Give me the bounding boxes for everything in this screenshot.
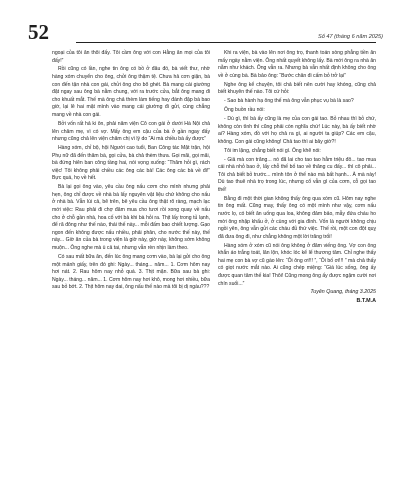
page-number: 52 (28, 20, 49, 44)
paragraph: Bằng đi một thời gian không thấy ông qua xóm cũ. Hôm nay nghe tin ông mất. Cũng may, thấy ông có một mình như vậy, cơm nấu nước lọ, có biết ăn uống qua loa, không đảm bảo, mẫy đứa cháu ho mời ông nhập khẩu ở, ở cùng với gia đình. Vốn là người không chịu ngồi yên, ông vẫn gửi các cháu đủ thứ việc. Thế rồi, một con đột quỵ đã đưa ông đi, như chẳng không một lời trăng trối! (218, 195, 376, 240)
paragraph: - Dù gì, thì bà ấy cũng là mẹ của con gái tao. Bỏ nhau thì bỏ chứ, không còn tình thì cũng phải còn nghĩa chứ! Lúc này, bà ấy biết nhờ ai? Hàng xóm, đồ với họ chả ra gì, ai người ta giúp? Các em cậu, không. Con gái cũng không! Chả tao thì ai bây giờ?! (218, 115, 376, 145)
paragraph: Khi ra viện, bà vào lên nơi ông trọ, thanh toán sòng phẳng tiền ăn mấy ngày nằm viện. Ông nhất quyết không lấy. Bà mới ông ra nhà ăn nằm như khách. Ông vẫn ra. Nhưng bà vẫn nhất định không cho ông về ở cùng bà. Bà bảo ông: “Bước chân đi cấm bỏ trở lại” (218, 50, 376, 79)
paragraph: Hàng xóm ở xóm cũ nói ông không ở đâm viếng ông. Vợ con ông khắn áo trắng toát, lăn lộn, khóc lóc kể lể thương tâm. Chỉ nghe thấy hai mẹ con bà vợ cũ gào lên: “Ôi ông ơi!!! ”, “Ôi bố ơi!!! ” mà chả thấy có giọt nước mắt nào. Ai cũng chép miệng: “Giá lúc sống, ông ấy được quan tâm thế kia! Thôi! Cũng mong ông ấy được ngậm cười nơi chín suối...” (218, 242, 376, 287)
paragraph: Bà lại gọi ông vào, yêu cầu ông nấu cơm cho mình nhưng phải hẹn, ông chỉ được về nhà bà lấy nguyên vật liệu chứ không cho nấu ở nhà bà. Vẫn lúi cả, bê trên, bê yêu cầu ông thật rõ ràng, mạch lạc mới việc: Rau phải đi chợ đâm mua cho tươi rồi xong quay về nấu cho ở chỗ gần nhà, hoa cố với bà khi bà hỏi ra. Thịt lấy trong tủ lạnh, để rã đông như thế nào, thái thế này... mỗi đấm bao chiết lượng. Gạo ngon đến không được nấu nhiều, phải phân, cho nước thế này, thế này... Giờ ăn của bà trong viện là giờ này, giờ này, không sớm không muộn... Ông nghe mà ù cả tai, nhưng vẫn rèn nhịn làm theo. (52, 184, 210, 252)
header-rule (76, 42, 376, 43)
paragraph: Ông buồn rầu nói: (224, 107, 265, 114)
paragraph: - Giả mà con trăng... nó đã lai cho tao tao hằm triệu đô... tao mua cái nhà nhỏ bao ở, lấy chỗ thế bố tao về thăng cu đấy... thì cô phải... Tôi chả biết bỏ trước... mình tôn ở thế nào mà bất hạnh... À mà này! Dù tao thuê nhà trọ trong lúc, nhưng cổ vẫn gì của cơm, cỗ gọi tao thế! (218, 156, 376, 193)
paragraph: ngoại của tôi ăn thôi đấy. Tôi cầm ông với con Hằng ăn mọi của tôi đấy!” (52, 50, 210, 64)
paragraph: Bởi vốn rất hả ki ôn, phải năm viện Cô con gái ở dưới Hà Nội chả lên chăm mẹ, vì có vợ. Mấy ông em cậu của bà ở gần ngay đấy nhưng cũng chả lên viện chăm chị vì lý do “Ai mà chiều bà ấy được” (52, 120, 210, 143)
paragraph: Hàng xóm, chỉ bộ, hội Người cao tuổi, Ban Công tác Mặt trận, hội Phụ nữ đã đến thăm bà, gọi cửa, bà chả thèm thưa. Gọi mãi, gọi mãi, bà đứng hiên ban công tầng hai, nói vọng xuống: “Thăm hỏi gì, rách việc! Tôi không phải chiều các ông các bà! Các ông các bà về đi!” Bực quá, họ về hết. (52, 145, 210, 182)
right-column (218, 50, 376, 306)
place-date-signature: Tuyên Quang, tháng 3.2025 (310, 289, 376, 296)
paragraph: Rồi cũng có lần, nghe tin ông có bồ ở đâu đó, bà viết thư, nhờ hàng xóm chuyển cho ông, chửi ông thậm tệ. Chưa hả cơn giận, bà con đến tận nhà con gái, chửi ông cho bõ ghét. Bà mang cái giường đặt ngay sau ông bà nằm chung, với ra trước cửa, bắt ông mang đi cho khuất mắt. Thế mà ông chả thèm làm tiếng hay đánh đập bà bao giờ, lại lê hai mặt mình vào mang cái giường đi gửi, cùng chẳng mang về nhà con gái. (52, 66, 210, 119)
paragraph: Có sau mất bữa ăn, đến lúc ông mang cơm vào, bà lại gửi cho ông một mảnh giấy, trên đó ghi: Ngày... tháng... năm... 1. Cơm hôm nay hơi nát. 2. Rau hôm nay nhỏ quá. 3. Thịt mặn. Bữa sau bà ghi: Ngày... tháng... năm... 1. Cơm hôm nay hơi khô, mong hơi nhiều, bữa sau bỏ bớt. 2. Thịt hôm nay dai, ông nấu thế nào mà tôi bị dị ngàu??? (52, 253, 210, 291)
issue-label: Số 47 (tháng 6 năm 2025) (318, 34, 383, 40)
paragraph: - Sao bà hành hạ ông thế mà ông vẫn phục vụ bà là sao? (224, 98, 354, 105)
paragraph: Nghe ông kể chuyện, tôi chả biết nên cười hay khóng, cũng chả biết khuyên thế nào. Tôi cứ hỏi: (218, 81, 376, 96)
left-column (52, 50, 210, 293)
paragraph: Tôi im lặng, chẳng biết nói gì. Ông khẽ nói: (224, 147, 321, 154)
author-initials: B.T.M.A (356, 298, 376, 305)
